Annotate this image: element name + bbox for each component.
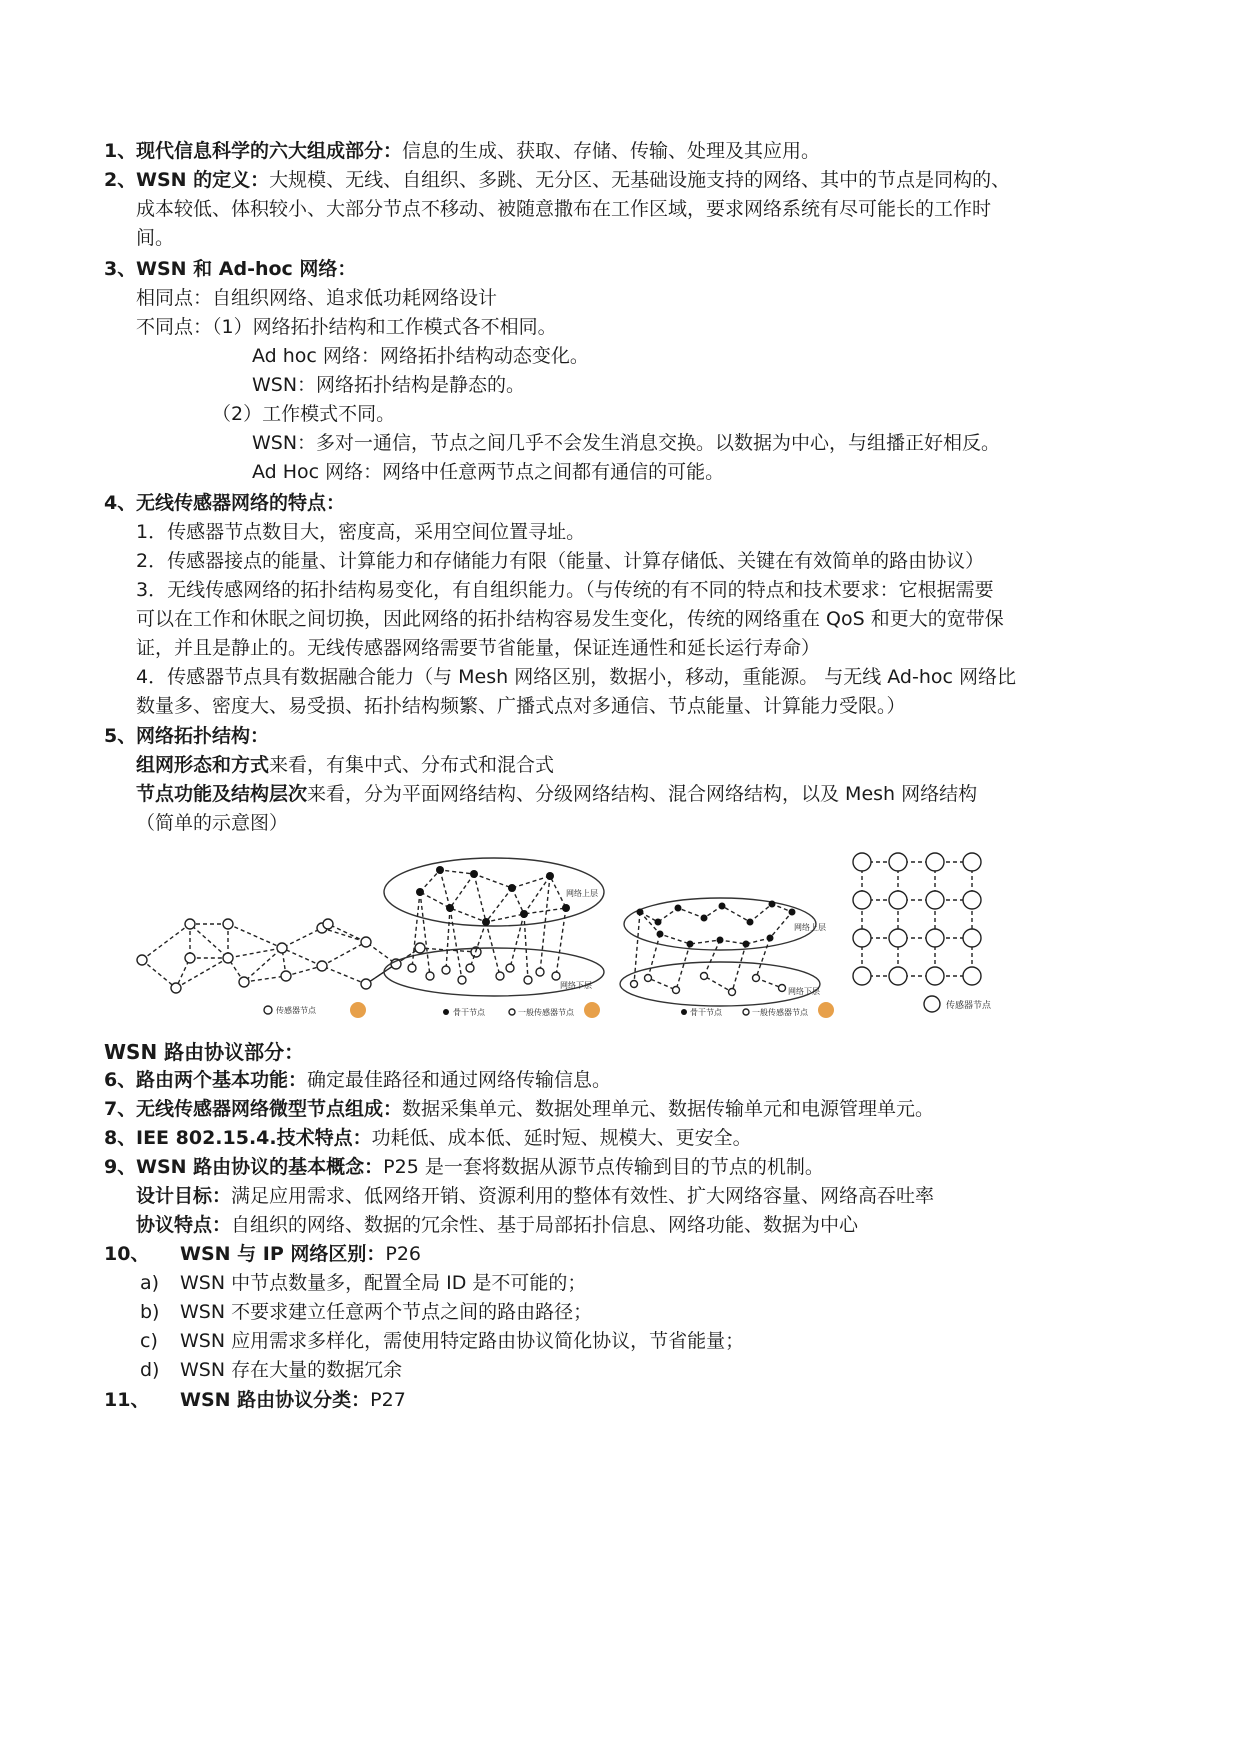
diff-points-2: （2）工作模式不同。 — [212, 403, 396, 425]
same-points: 相同点：自组织网络、追求低功耗网络设计 — [136, 287, 498, 309]
list-item: WSN 中节点数量多，配置全局 ID 是不可能的； — [180, 1272, 587, 1294]
diff-points-1a: Ad hoc 网络：网络拓扑结构动态变化。 — [252, 345, 589, 367]
list-marker: d) — [140, 1359, 160, 1381]
topology-line-2 — [136, 778, 977, 810]
item-2-line-3: 间。 — [136, 227, 175, 249]
item-8-line — [136, 1122, 752, 1154]
list-marker: b) — [140, 1301, 160, 1323]
item-number: 3、 — [104, 258, 137, 280]
item-title: 无线传感器网络微型节点组成： — [136, 1098, 403, 1120]
feature-1: 1．传感器节点数目大，密度高，采用空间位置寻址。 — [136, 521, 586, 543]
item-title: 网络拓扑结构： — [136, 725, 270, 747]
topology-figure — [120, 848, 1120, 1028]
item-number: 6、 — [104, 1069, 137, 1091]
list-item: WSN 存在大量的数据冗余 — [180, 1359, 403, 1381]
item-number: 7、 — [104, 1098, 137, 1120]
topology-text-1: 来看，有集中式、分布式和混合式 — [269, 754, 555, 776]
design-goals — [136, 1180, 934, 1212]
item-7-line — [136, 1093, 934, 1125]
item-number: 4、 — [104, 492, 137, 514]
protocol-features-title: 协议特点： — [136, 1214, 232, 1236]
item-2-line-2: 成本较低、体积较小、大部分节点不移动、被随意撒布在工作区域，要求网络系统有尽可能长的工作时 — [136, 198, 992, 220]
item-2-line — [136, 164, 1010, 196]
mix-upper-label: 网络上层 — [794, 923, 826, 932]
list-marker: a) — [140, 1272, 160, 1294]
tier-legend-normal: 一般传感器节点 — [518, 1008, 574, 1017]
item-title: WSN 与 IP 网络区别： — [180, 1243, 386, 1265]
item-text: P25 是一套将数据从源节点传输到目的节点的机制。 — [383, 1156, 824, 1178]
feature-4b: 数量多、密度大、易受损、拓扑结构频繁、广播式点对多通信、节点能量、计算能力受限。） — [136, 695, 906, 717]
item-9-line — [136, 1151, 824, 1183]
item-text: 大规模、无线、自组织、多跳、无分区、无基础设施支持的网络、其中的节点是同构的、 — [269, 169, 1011, 191]
design-goals-text: 满足应用需求、低网络开销、资源利用的整体有效性、扩大网络容量、网络高吞吐率 — [231, 1185, 935, 1207]
design-goals-title: 设计目标： — [136, 1185, 232, 1207]
item-text: 数据采集单元、数据处理单元、数据传输单元和电源管理单元。 — [402, 1098, 935, 1120]
list-item: WSN 应用需求多样化，需使用特定路由协议简化协议，节省能量； — [180, 1330, 745, 1352]
list-item: WSN 不要求建立任意两个节点之间的路由路径； — [180, 1301, 593, 1323]
item-title: 无线传感器网络的特点： — [136, 492, 346, 514]
item-title: IEE 802.15.4.技术特点： — [136, 1127, 372, 1149]
flat-legend: 传感器节点 — [276, 1006, 316, 1015]
item-number: 9、 — [104, 1156, 137, 1178]
topology-text-2: 来看，分为平面网络结构、分级网络结构、混合网络结构，以及 Mesh 网络结构 — [307, 783, 978, 805]
watermark-logo — [584, 1002, 600, 1018]
watermark-logo — [350, 1002, 366, 1018]
feature-3c: 证，并且是静止的。无线传感器网络需要节省能量，保证连通性和延长运行寿命） — [136, 637, 821, 659]
item-10-line — [180, 1238, 421, 1270]
item-text: P26 — [385, 1243, 422, 1265]
diff-points-2a: WSN：多对一通信，节点之间几乎不会发生消息交换。以数据为中心，与组播正好相反。 — [252, 432, 1001, 454]
item-number: 1、 — [104, 140, 137, 162]
item-text: 确定最佳路径和通过网络传输信息。 — [307, 1069, 612, 1091]
item-title: 现代信息科学的六大组成部分： — [136, 140, 403, 162]
item-title: WSN 路由协议分类： — [180, 1389, 371, 1411]
section-heading: WSN 路由协议部分： — [104, 1040, 305, 1064]
mix-legend-normal: 一般传感器节点 — [752, 1008, 808, 1017]
item-number: 5、 — [104, 725, 137, 747]
item-title: WSN 的定义： — [136, 169, 270, 191]
topology-line-3: （简单的示意图） — [136, 812, 289, 834]
item-6-line — [136, 1064, 611, 1096]
mesh-network-diagram — [853, 853, 992, 1012]
item-title: WSN 路由协议的基本概念： — [136, 1156, 384, 1178]
item-number: 10、 — [104, 1243, 150, 1265]
mesh-legend: 传感器节点 — [946, 1001, 992, 1011]
item-number: 8、 — [104, 1127, 137, 1149]
item-number: 2、 — [104, 169, 137, 191]
item-text: 功耗低、成本低、延时短、规模大、更安全。 — [371, 1127, 752, 1149]
hybrid-network-diagram — [620, 898, 834, 1018]
item-text: 信息的生成、获取、存储、传输、处理及其应用。 — [402, 140, 821, 162]
watermark-logo — [818, 1002, 834, 1018]
topology-key-1: 组网形态和方式 — [136, 754, 270, 776]
feature-4a: 4．传感器节点具有数据融合能力（与 Mesh 网络区别，数据小，移动，重能源。 与无线 Ad-hoc 网络比 — [136, 666, 1017, 688]
feature-3b: 可以在工作和休眠之间切换，因此网络的拓扑结构容易发生变化，传统的网络重在 QoS 和更大的宽带保 — [136, 608, 1004, 630]
item-number: 11、 — [104, 1389, 150, 1411]
diff-points-1b: WSN：网络拓扑结构是静态的。 — [252, 374, 526, 396]
tier-lower-label: 网络下层 — [560, 981, 592, 990]
item-title: WSN 和 Ad-hoc 网络： — [136, 258, 357, 280]
item-title: 路由两个基本功能： — [136, 1069, 308, 1091]
mix-legend-backbone: 骨干节点 — [690, 1008, 722, 1017]
diff-points-1: 不同点：（1）网络拓扑结构和工作模式各不相同。 — [136, 316, 557, 338]
item-11-line — [180, 1384, 406, 1416]
list-marker: c) — [140, 1330, 158, 1352]
mix-lower-label: 网络下层 — [788, 987, 820, 996]
topology-key-2: 节点功能及结构层次 — [136, 783, 308, 805]
tiered-network-diagram — [384, 858, 604, 1018]
feature-3a: 3．无线传感网络的拓扑结构易变化，有自组织能力。（与传统的有不同的特点和技术要求：它根据需要 — [136, 579, 994, 601]
diff-points-2b: Ad Hoc 网络：网络中任意两节点之间都有通信的可能。 — [252, 461, 725, 483]
item-text: P27 — [370, 1389, 406, 1411]
protocol-features-text: 自组织的网络、数据的冗余性、基于局部拓扑信息、网络功能、数据为中心 — [231, 1214, 859, 1236]
protocol-features — [136, 1209, 858, 1241]
tier-legend-backbone: 骨干节点 — [453, 1008, 485, 1017]
tier-upper-label: 网络上层 — [566, 889, 598, 898]
topology-line-1 — [136, 749, 554, 781]
feature-2: 2．传感器接点的能量、计算能力和存储能力有限（能量、计算存储低、关键在有效简单的路由协议） — [136, 550, 985, 572]
item-1-line — [136, 135, 820, 167]
